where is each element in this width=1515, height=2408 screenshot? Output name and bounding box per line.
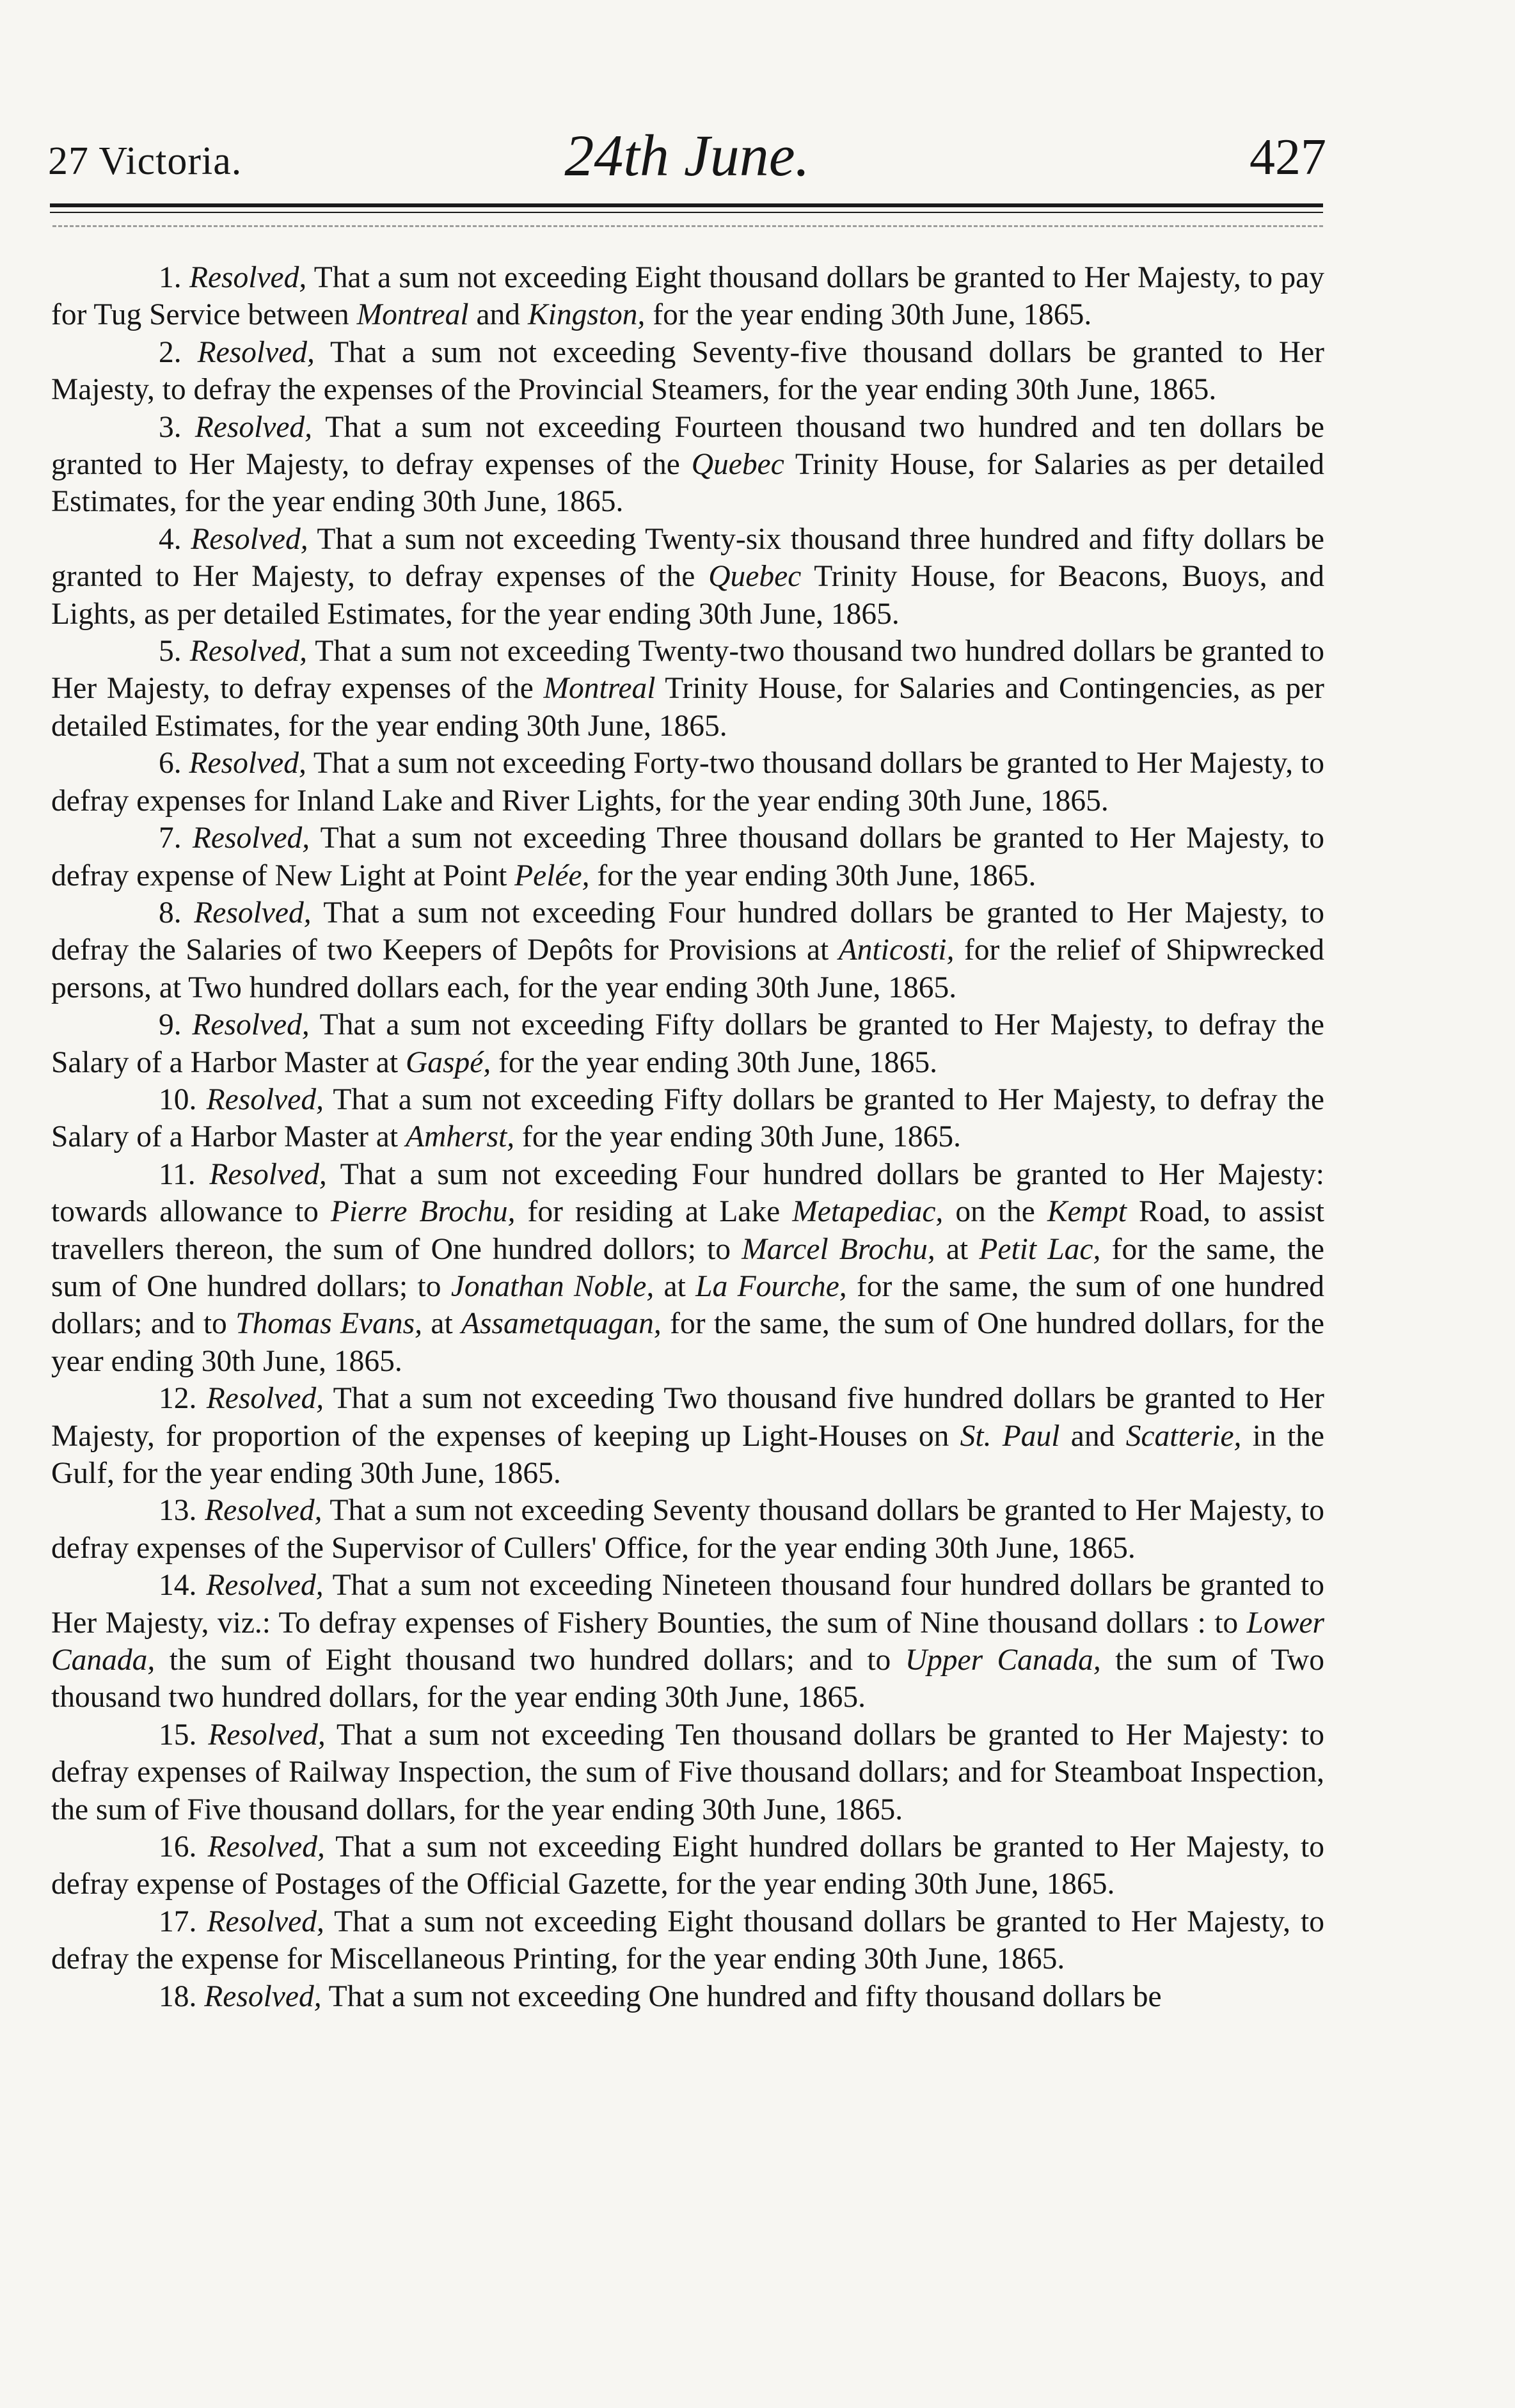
resolution-paragraph [51, 1006, 1324, 1081]
italic-name: Gaspé, [405, 1045, 491, 1079]
resolution-paragraph [51, 745, 1324, 820]
italic-name: Jonathan Noble, [450, 1269, 654, 1303]
header-rule-thin [50, 212, 1323, 213]
resolution-text: That a sum not exceeding Eight hundred dollars be granted to Her Majesty, to defray expense of Postages of the Official Gazette, for the year ending 30th June, 1865. [51, 1830, 1325, 1901]
resolution-paragraph [51, 1380, 1324, 1492]
resolution-text: for the year ending 30th June, 1865. [589, 859, 1036, 892]
resolved-label: Resolved, [204, 1979, 322, 2013]
resolution-text: for the year ending 30th June, 1865. [491, 1045, 938, 1079]
resolution-paragraph [51, 1156, 1324, 1380]
resolution-paragraph [51, 334, 1324, 409]
resolution-number: 2. [159, 335, 198, 369]
resolutions-body [51, 259, 1324, 2015]
resolution-paragraph [51, 1978, 1324, 2015]
resolution-text: That a sum not exceeding Seventy-five thousand dollars be granted to Her Majesty, to defray the expenses of the Provincial Steamers, for the year ending 30th June, 1865. [51, 335, 1324, 407]
resolution-number: 4. [159, 522, 191, 556]
italic-name: Quebec [708, 560, 802, 594]
resolution-text: for the same, the sum of one hundred dollars; and to [51, 1269, 1325, 1341]
italic-name: Scatterie, [1125, 1419, 1242, 1453]
resolution-text: That a sum not exceeding One hundred and fifty thousand dollars be [321, 1979, 1162, 2013]
italic-name: La Fourche, [695, 1269, 847, 1303]
resolution-paragraph [51, 1567, 1324, 1716]
resolution-text: for residing at Lake [515, 1195, 793, 1229]
resolution-text: for the same, the sum of One hundred dollars, for the year ending 30th June, 1865. [51, 1307, 1325, 1378]
resolution-text: That a sum not exceeding Four hundred dollars be granted to Her Majesty: towards allowance to [51, 1157, 1324, 1229]
resolved-label: Resolved, [189, 261, 307, 294]
resolution-text: for the year ending 30th June, 1865. [514, 1120, 961, 1154]
header-regnal-year: 27 Victoria. [48, 139, 242, 183]
resolved-label: Resolved, [207, 1905, 324, 1938]
resolved-label: Resolved, [205, 1494, 322, 1528]
resolution-text: at [935, 1232, 980, 1266]
resolution-text: That a sum not exceeding Four hundred dollars be granted to Her Majesty, to defray the Salaries of two Keepers of Depôts for Provisions at [51, 896, 1324, 967]
italic-name: Pierre Brochu, [330, 1195, 516, 1229]
resolution-text: and [1059, 1419, 1126, 1453]
resolved-label: Resolved, [194, 410, 313, 444]
resolution-text: That a sum not exceeding Eight thousand dollars be granted to Her Majesty, to pay for Tug Service between [51, 261, 1324, 332]
resolution-text: the sum of Two thousand two hundred dollars, for the year ending 30th June, 1865. [51, 1644, 1324, 1715]
resolution-text: Trinity House, for Salaries and Contingencies, as per detailed Estimates, for the year ending 30th June, 1865. [51, 672, 1324, 743]
resolution-text: at [654, 1269, 696, 1303]
resolution-text: That a sum not exceeding Forty-two thousand dollars be granted to Her Majesty, to defray expenses for Inland Lake and River Lights, for the year ending 30th June, 1865. [51, 747, 1325, 818]
resolution-number: 7. [159, 821, 193, 855]
header-rule-dashed [52, 225, 1323, 227]
italic-name: Montreal [543, 672, 656, 706]
italic-name: Kingston, [527, 298, 646, 332]
resolution-text: Trinity House, for Beacons, Buoys, and Lights, as per detailed Estimates, for the year ending 30th June, 1865. [51, 560, 1324, 631]
resolution-number: 13. [159, 1494, 205, 1528]
resolution-number: 5. [159, 635, 190, 669]
resolution-text: That a sum not exceeding Fourteen thousand two hundred and ten dollars be granted to Her Majesty, to defray expenses of the [51, 410, 1325, 482]
resolution-number: 14. [159, 1569, 207, 1603]
page-number: 427 [1249, 129, 1326, 186]
resolution-paragraph [51, 1828, 1324, 1903]
resolution-paragraph [51, 1081, 1324, 1156]
italic-name: Metapediac, [792, 1195, 944, 1229]
resolution-text: and [468, 298, 528, 332]
resolution-number: 9. [159, 1008, 193, 1042]
italic-name: Amherst, [405, 1120, 515, 1154]
resolution-text: That a sum not exceeding Ten thousand dollars be granted to Her Majesty: to defray expenses of Railway Inspection, the sum of Five thousand dollars; and for Steamboat Inspection, the sum of Five thousand dollars, for the year ending 30th June, 1865. [51, 1718, 1325, 1826]
header-date: 24th June. [564, 123, 810, 188]
resolution-text: That a sum not exceeding Nineteen thousand four hundred dollars be granted to Her Majesty, viz.: To defray expenses of Fishery Bounties, the sum of Nine thousand dollars : to [51, 1569, 1324, 1640]
resolution-number: 16. [159, 1830, 208, 1864]
resolution-text: Trinity House, for Salaries as per detailed Estimates, for the year ending 30th June, 1865. [51, 448, 1325, 519]
resolved-label: Resolved, [191, 522, 308, 556]
italic-name: Pelée, [514, 859, 590, 892]
italic-name: Quebec [691, 448, 784, 482]
resolution-text: That a sum not exceeding Two thousand five hundred dollars be granted to Her Majesty, for proportion of the expenses of keeping up Light-Houses on [51, 1382, 1325, 1453]
resolution-number: 18. [159, 1979, 205, 2013]
resolution-text: for the same, the sum of One hundred dollars; to [51, 1232, 1324, 1303]
italic-name: Kempt [1047, 1195, 1127, 1229]
resolution-text: That a sum not exceeding Fifty dollars be granted to Her Majesty, to defray the Salary of a Harbor Master at [51, 1082, 1324, 1154]
resolution-paragraph [51, 633, 1324, 745]
resolution-paragraph [51, 259, 1324, 334]
resolution-text: in the Gulf, for the year ending 30th June, 1865. [51, 1419, 1324, 1490]
resolved-label: Resolved, [189, 747, 306, 780]
resolution-number: 11. [159, 1157, 210, 1191]
italic-name: Petit Lac, [979, 1232, 1101, 1266]
resolution-number: 6. [159, 747, 189, 780]
resolved-label: Resolved, [207, 1830, 325, 1864]
resolution-text: That a sum not exceeding Seventy thousand dollars be granted to Her Majesty, to defray expenses of the Supervisor of Cullers' Office, for the year ending 30th June, 1865. [51, 1494, 1325, 1565]
resolution-text: on the [943, 1195, 1047, 1229]
resolution-paragraph [51, 1492, 1324, 1567]
resolved-label: Resolved, [206, 1082, 324, 1116]
resolution-text: Road, to assist travellers thereon, the sum of One hundred dollors; to [51, 1195, 1324, 1266]
italic-name: Anticosti, [838, 933, 955, 967]
resolved-label: Resolved, [194, 896, 312, 930]
resolution-text: the sum of Eight thousand two hundred dollars; and to [155, 1644, 905, 1677]
resolution-paragraph [51, 521, 1324, 633]
header-rule-thick [50, 203, 1323, 207]
resolution-number: 1. [159, 261, 189, 294]
resolution-number: 17. [159, 1905, 207, 1938]
resolved-label: Resolved, [208, 1718, 326, 1752]
resolution-number: 3. [159, 410, 195, 444]
italic-name: Lower Canada, [51, 1606, 1324, 1677]
italic-name: Marcel Brochu, [742, 1232, 935, 1266]
resolution-text: That a sum not exceeding Fifty dollars be granted to Her Majesty, to defray the Salary of a Harbor Master at [51, 1008, 1324, 1079]
resolution-paragraph [51, 1903, 1324, 1978]
resolution-paragraph [51, 409, 1324, 521]
resolution-text: for the year ending 30th June, 1865. [645, 298, 1092, 332]
resolution-number: 8. [159, 896, 194, 930]
resolved-label: Resolved, [189, 635, 308, 669]
resolution-text: That a sum not exceeding Eight thousand dollars be granted to Her Majesty, to defray the expense for Miscellaneous Printing, for the year ending 30th June, 1865. [51, 1905, 1325, 1976]
resolution-paragraph [51, 894, 1324, 1006]
resolution-text: at [422, 1307, 462, 1341]
resolved-label: Resolved, [206, 1382, 324, 1416]
resolution-text: for the relief of Shipwrecked persons, at Two hundred dollars each, for the year ending 30th June, 1865. [51, 933, 1324, 1004]
italic-name: Thomas Evans, [235, 1307, 422, 1341]
resolution-number: 15. [159, 1718, 209, 1752]
resolved-label: Resolved, [192, 1008, 310, 1042]
italic-name: Montreal [356, 298, 469, 332]
resolution-paragraph [51, 820, 1324, 894]
resolution-paragraph [51, 1716, 1324, 1828]
resolution-text: That a sum not exceeding Three thousand dollars be granted to Her Majesty, to defray expense of New Light at Point [51, 821, 1324, 892]
resolution-text: That a sum not exceeding Twenty-six thousand three hundred and fifty dollars be granted to Her Majesty, to defray expenses of the [51, 522, 1325, 594]
italic-name: St. Paul [960, 1419, 1060, 1453]
resolved-label: Resolved, [197, 335, 315, 369]
resolved-label: Resolved, [206, 1569, 324, 1603]
italic-name: Assametquagan, [461, 1307, 662, 1341]
page-header [48, 122, 1326, 192]
resolved-label: Resolved, [192, 821, 310, 855]
resolved-label: Resolved, [209, 1157, 327, 1191]
italic-name: Upper Canada, [905, 1644, 1101, 1677]
resolution-number: 10. [159, 1082, 207, 1116]
resolution-text: That a sum not exceeding Twenty-two thousand two hundred dollars be granted to Her Majesty, to defray expenses of the [51, 635, 1324, 706]
resolution-number: 12. [159, 1382, 207, 1416]
